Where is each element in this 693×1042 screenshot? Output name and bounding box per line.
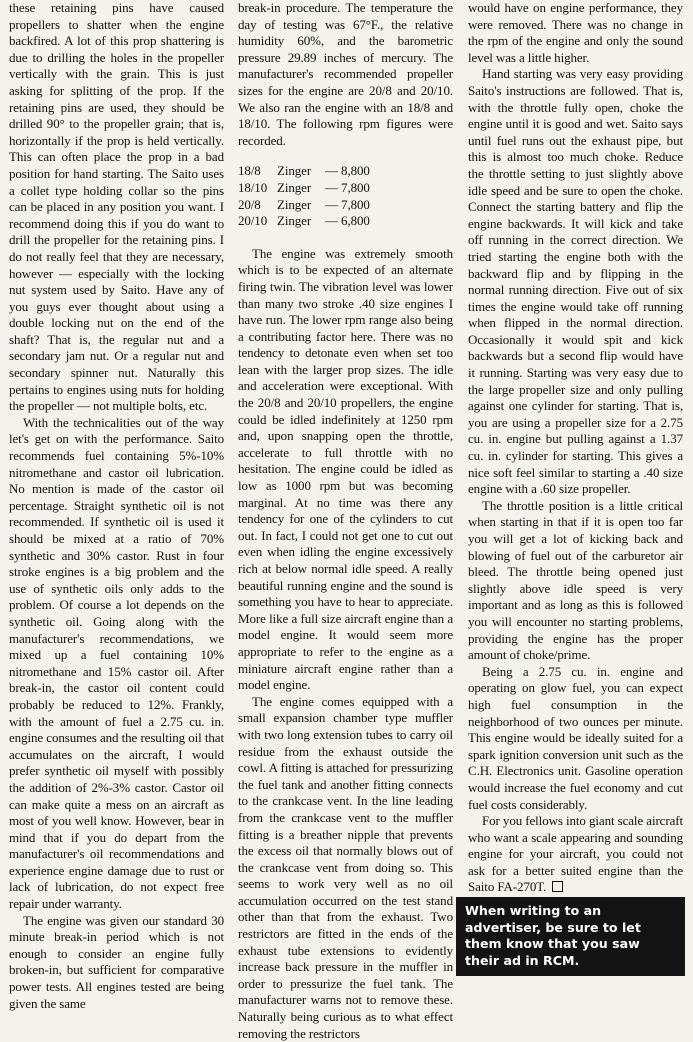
column-3 bbox=[468, 0, 683, 896]
rpm-value: — 6,800 bbox=[325, 213, 370, 229]
paragraph: Hand starting was very easy providing Saito's instructions are followed. That is, with the throttle fully open, choke the engine until it is good and wet. Saito says until fuel runs out the exhaust pipe, but this is almost too much choke. Reduce the throttle setting to just slightly above idle speed and be sure to open the choke. Connect the starting battery and flip the engine backwards. It will kick and take off running in the correct direction. We tried starting the engine both with the backward flip and by flipping in the normal running direction. Five out of six times the engine would take off running when flipped in the normal direction. Occasionally it would spit and kick backwards but a second flip would have it running. Starting was very easy due to the large propeller size and only pulling against one cylinder for starting. That is, you are using a propeller size for a 2.75 cu. in. engine but pulling against a 1.37 cu. in. cylinder for starting. This gives a nice soft feel similar to starting a .40 size engine with a .60 size propeller. bbox=[468, 66, 683, 497]
paragraph: these retaining pins have caused propellers to shatter when the engine backfired. A lot of this prop shattering is due to drilling the holes in the propeller vertically with the grain. This is just asking for splitting of the prop. If the retaining pins are used, they should be drilled 90° to the propeller grain; that is, horizontally if the prop is held vertically. This can often place the prop in a bad position for hand starting. The Saito uses a collet type holding collar so the pins can be placed in any position you want. I recommend doing this if you do want to drill the propeller for the retaining pins. I do not really feel that they are necessary, however — especially with the locking nut system used by Saito. Have any of you guys ever thought about using a double locking nut on the end of the shaft? That is, the regular nut and a secondary jam nut. Or a regular nut and secondary spinner nut. Naturally this pertains to engines using nuts for holding the propeller — not multiple bolts, etc. bbox=[9, 0, 224, 414]
rpm-row bbox=[238, 197, 453, 214]
rpm-row bbox=[238, 163, 453, 180]
column-2 bbox=[238, 0, 453, 1042]
prop-model: Zinger bbox=[277, 196, 312, 212]
column-1 bbox=[9, 0, 224, 1012]
paragraph bbox=[468, 813, 683, 896]
end-of-article-icon bbox=[552, 881, 563, 892]
closing-paragraph-text: For you fellows into giant scale aircraft who want a scale appearing and sounding engine for your aircraft, you could not ask for a better suited engine than the Saito FA-270T. bbox=[468, 813, 683, 895]
paragraph: would have on engine performance, they were removed. There was no change in the rpm of the engine and only the sound level was a little higher. bbox=[468, 0, 683, 65]
prop-size: 18/8 bbox=[238, 163, 261, 179]
rpm-row bbox=[238, 213, 453, 230]
prop-model: Zinger bbox=[277, 213, 312, 229]
rpm-value: — 7,800 bbox=[325, 196, 370, 212]
paragraph: With the technicalities out of the way let's get on with the performance. Saito recommends fuel containing 5%-10% nitromethane and castor oil lubrication. No mention is made of the castor oil percentage. Straight synthetic oil is not recommended. If synthetic oil is used it should be mixed at a ratio of 70% synthetic and 30% castor. Rust in four stroke engines is a big problem and the use of synthetic oils only adds to the problem. Of course a lot depends on the synthetic oil. Going along with the manufacturer's recommendations, we mixed up a fuel containing 10% nitromethane and 15% castor oil. After break-in, the castor oil content could probably be reduced to 12%. Frankly, with the amount of fuel a 2.75 cu. in. engine consumes and the resulting oil that accumulates on the aircraft, I would prefer synthetic oil myself with possibly the addition of 2%-3% castor. Castor oil can make quite a mess on an aircraft as most of you well know. However, bear in mind that if you do depart from the manufacturer's oil recommendations and experience engine damage due to rust or lack of lubrication, do not expect free repair under warranty. bbox=[9, 414, 224, 912]
advertiser-notice-text: When writing to an advertiser, be sure to let them know that you saw their ad in RCM. bbox=[465, 903, 641, 968]
rpm-value: — 7,800 bbox=[325, 179, 370, 195]
prop-size: 20/10 bbox=[238, 213, 268, 229]
paragraph: The engine comes equipped with a small expansion chamber type muffler with two long extension tubes to carry oil residue from the exhaust outside the cowl. A fitting is attached for pressurizing the fuel tank and another fitting connects to the crankcase vent. In the line leading from the crankcase vent to the muffler fitting is a breather nipple that prevents the excess oil that normally blows out of the crankcase vent from doing so. This seems to work very well as no oil accumulation occurred on the test stand other than that from the exhaust. Two restrictors are fitted in the ends of the exhaust tube extensions to evidently increase back pressure in the muffler in order to pressurize the fuel tank. The manufacturer warns not to remove these. Naturally being curious as to what effect removing the restrictors bbox=[238, 693, 453, 1041]
paragraph: Being a 2.75 cu. in. engine and operating on glow fuel, you can expect high fuel consumption in the neighborhood of two ounces per minute. This engine would be ideally suited for a spark ignition conversion unit such as the C.H. Electronics unit. Gasoline operation would increase the fuel economy and cut fuel costs considerably. bbox=[468, 663, 683, 812]
prop-size: 20/8 bbox=[238, 196, 261, 212]
rpm-table bbox=[238, 163, 453, 229]
rpm-value: — 8,800 bbox=[325, 163, 370, 179]
paragraph: The engine was extremely smooth which is to be expected of an alternate firing twin. The vibration level was lower than many two stroke .40 size engines I have run. The lower rpm range also being a contributing factor here. There was no tendency to detonate even when set too lean with the larger prop sizes. The idle and acceleration were exceptional. With the 20/8 and 20/10 propellers, the engine could be idled indefinitely at 1250 rpm and, upon snapping open the throttle, accelerate to full throttle with no hesitation. The engine could be idled as low as 1000 rpm but was becoming marginal. At no time was there any tendency for one of the cylinders to cut out. In fact, I could not get one to cut out even when idling the engine excessively rich at below normal idle speed. A really beautiful running engine and the sound is something you have to hear to appreciate. More like a full size aircraft engine than a model engine. It would seem more appropriate to refer to the engine as a miniature aircraft engine rather than a model engine. bbox=[238, 245, 453, 693]
paragraph: break-in procedure. The temperature the day of testing was 67°F., the relative humidity 60%, and the barometric pressure 29.89 inches of mercury. The manufacturer's recommended propeller sizes for the engine are 20/8 and 20/10. We also ran the engine with an 18/8 and 18/10. The following rpm figures were recorded. bbox=[238, 0, 453, 148]
prop-size: 18/10 bbox=[238, 179, 268, 195]
paragraph: The engine was given our standard 30 minute break-in period which is not enough to consider an engine fully broken-in, but sufficient for comparative power tests. All engines tested are being given the same bbox=[9, 912, 224, 1011]
prop-model: Zinger bbox=[277, 179, 312, 195]
paragraph: The throttle position is a little critical when starting in that if it is open too far you will get a lot of kicking back and blowing of fuel out of the carburetor air bleed. The throttle being opened just slightly above idle speed is very important and as long as this is followed you will encounter no starting problems, providing the engine has the proper amount of choke/prime. bbox=[468, 497, 683, 663]
rpm-row bbox=[238, 180, 453, 197]
advertiser-notice-box bbox=[456, 897, 685, 976]
prop-model: Zinger bbox=[277, 163, 312, 179]
